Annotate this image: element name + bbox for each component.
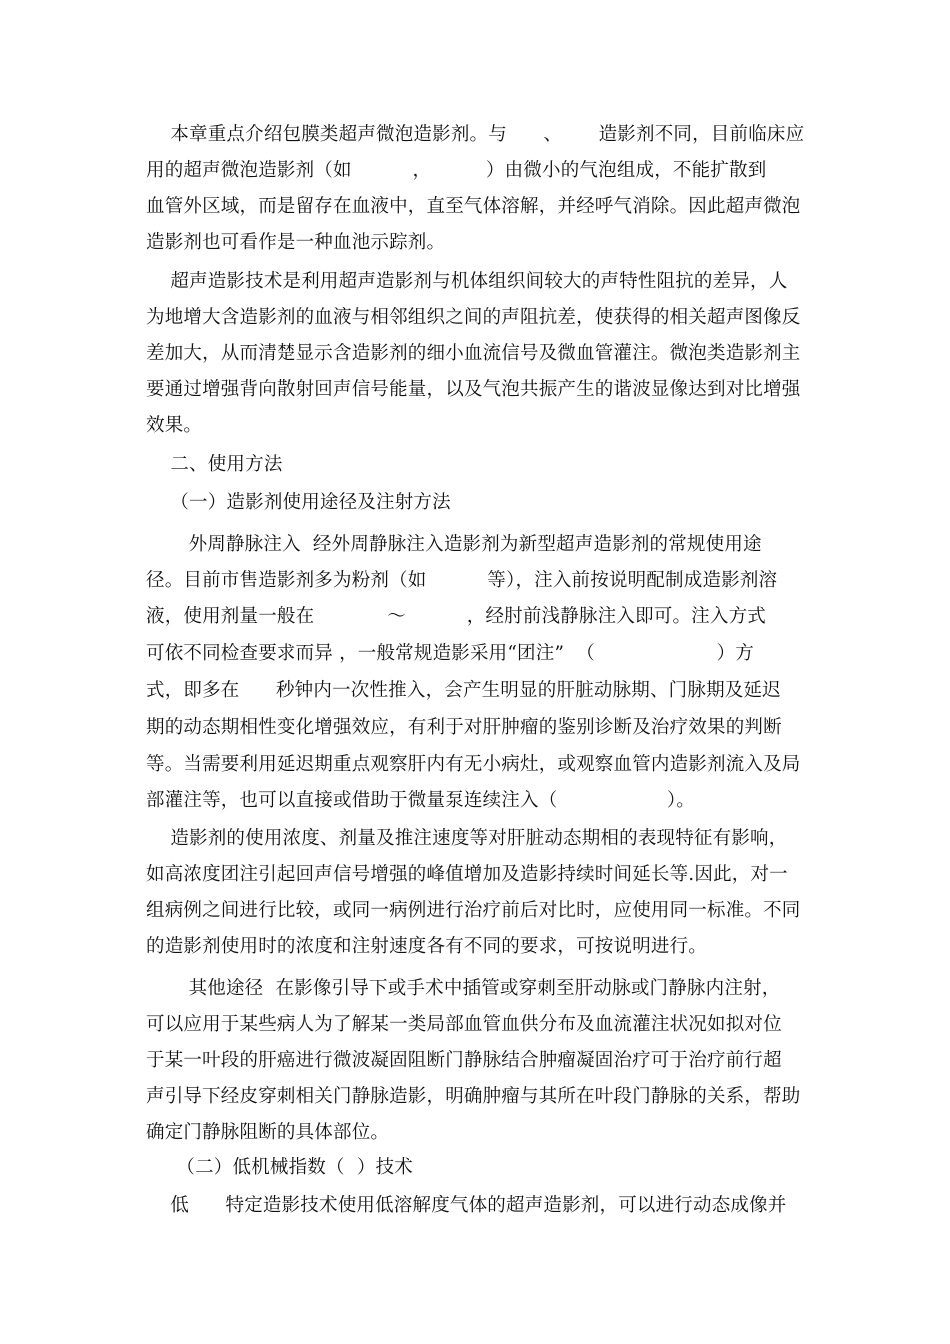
text-line: 可依不同检查要求而异 ，一般常规造影采用“团注” （ ）方 <box>146 643 754 664</box>
text-line: 要通过增强背向散射回声信号能量，以及气泡共振产生的谐波显像达到对比增强 <box>146 379 801 400</box>
text-line: 的造影剂使用时的浓度和注射速度各有不同的要求，可按说明进行。 <box>146 936 708 957</box>
text-line: 效果。 <box>146 415 203 436</box>
text-line: 本章重点介绍包膜类超声微泡造影剂。与 、 造影剂不同，目前临床应 <box>146 124 805 145</box>
text-line: 液，使用剂量一般在 ～ ，经肘前浅静脉注入即可。注入方式 <box>146 606 766 627</box>
text-line: 造影剂的使用浓度、剂量及推注速度等对肝脏动态期相的表现特征有影响， <box>146 828 788 849</box>
text-line: 低 特定造影技术使用低溶解度气体的超声造影剂，可以进行动态成像并 <box>146 1195 787 1216</box>
text-line: 可以应用于某些病人为了解某一类局部血管血供分布及血流灌注状况如拟对位 <box>146 1014 782 1035</box>
text-line: 径。目前市售造影剂多为粉剂（如 等），注入前按说明配制成造影剂溶 <box>146 570 778 591</box>
section-heading: 二、使用方法 <box>146 454 283 475</box>
subsection-heading: （一）造影剂使用途径及注射方法 <box>146 492 451 513</box>
text-line: 血管外区域，而是留存在血液中，直至气体溶解，并经呼气消除。因此超声微泡 <box>146 196 801 217</box>
text-line: 如高浓度团注引起回声信号增强的峰值增加及造影持续时间延长等.因此，对一 <box>146 864 788 885</box>
text-line: 于某一叶段的肝癌进行微波凝固阻断门静脉结合肿瘤凝固治疗可于治疗前行超 <box>146 1050 782 1071</box>
text-line: 式，即多在 秒钟内一次性推入，会产生明显的肝脏动脉期、门脉期及延迟 <box>146 680 781 701</box>
text-line: 外周静脉注入 经外周静脉注入造影剂为新型超声造影剂的常规使用途 <box>146 534 762 555</box>
text-line: 造影剂也可看作是一种血池示踪剂。 <box>146 232 446 253</box>
text-line: 差加大，从而清楚显示含造影剂的细小血流信号及微血管灌注。微泡类造影剂主 <box>146 343 801 364</box>
text-line: 用的超声微泡造影剂（如 ， ）由微小的气泡组成，不能扩散到 <box>146 160 767 181</box>
text-line: 确定门静脉阻断的具体部位。 <box>146 1122 390 1143</box>
text-line: 超声造影技术是利用超声造影剂与机体组织间较大的声特性阻抗的差异，人 <box>146 271 788 292</box>
text-line: 等。当需要利用延迟期重点观察肝内有无小病灶，或观察血管内造影剂流入及局 <box>146 754 801 775</box>
text-line: 组病例之间进行比较，或同一病例进行治疗前后对比时，应使用同一标准。不同 <box>146 900 801 921</box>
subsection-heading: （二）低机械指数（ ）技术 <box>146 1157 413 1178</box>
text-line: 声引导下经皮穿刺相关门静脉造影，明确肿瘤与其所在叶段门静脉的关系，帮助 <box>146 1086 801 1107</box>
text-line: 期的动态期相性变化增强效应，有利于对肝肿瘤的鉴别诊断及治疗效果的判断 <box>146 717 782 738</box>
text-line: 部灌注等，也可以直接或借助于微量泵连续注入（ ）。 <box>146 790 696 811</box>
text-line: 其他途径 在影像引导下或手术中插管或穿刺至肝动脉或门静脉内注射， <box>146 978 781 999</box>
text-line: 为地增大含造影剂的血液与相邻组织之间的声阻抗差，使获得的相关超声图像反 <box>146 307 801 328</box>
